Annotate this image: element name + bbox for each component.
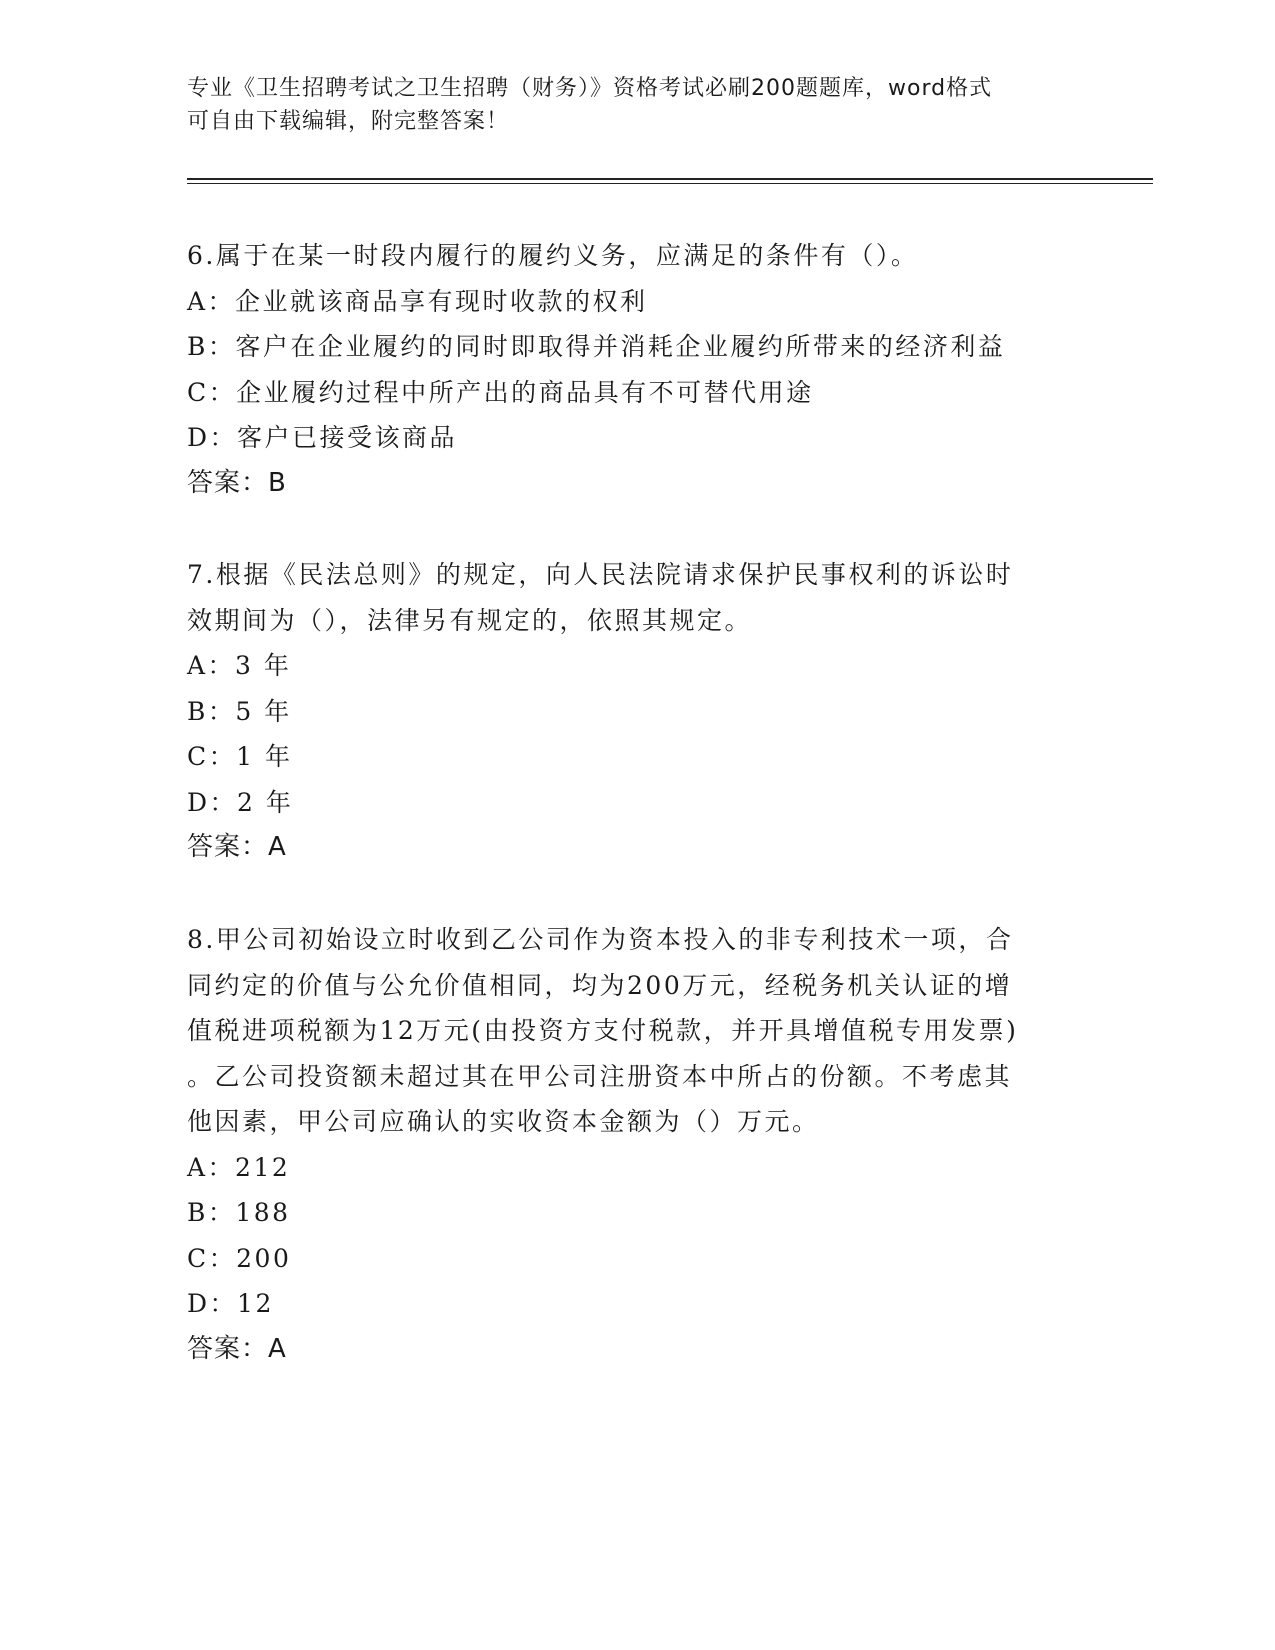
option-b: B：188 bbox=[187, 1198, 291, 1227]
question-stem-line: 他因素，甲公司应确认的实收资本金额为（）万元。 bbox=[187, 1107, 820, 1136]
question-7 bbox=[187, 552, 1087, 871]
question-8 bbox=[187, 917, 1087, 1372]
question-6 bbox=[187, 233, 1087, 506]
header-line-1: 专业《卫生招聘考试之卫生招聘（财务）》资格考试必刷200题题库，word格式 bbox=[187, 76, 993, 101]
option-a: A：3 年 bbox=[187, 651, 292, 680]
answer: 答案：A bbox=[187, 1333, 287, 1364]
question-stem-line: 6.属于在某一时段内履行的履约义务，应满足的条件有（）。 bbox=[187, 241, 919, 270]
question-stem-line: 值税进项税额为12万元(由投资方支付税款，并开具增值税专用发票) bbox=[187, 1016, 1019, 1045]
header-line-2: 可自由下载编辑，附完整答案！ bbox=[187, 109, 510, 134]
option-a: A：212 bbox=[187, 1152, 291, 1182]
question-stem-line: 同约定的价值与公允价值相同，均为200万元，经税务机关认证的增 bbox=[187, 970, 1013, 1000]
option-d: D：2 年 bbox=[187, 787, 294, 817]
document-header bbox=[187, 72, 1067, 138]
question-stem-line: 7.根据《民法总则》的规定，向人民法院请求保护民事权利的诉讼时 bbox=[187, 560, 1014, 589]
header-rule-thin bbox=[187, 183, 1153, 184]
question-stem-line: 8.甲公司初始设立时收到乙公司作为资本投入的非专利技术一项，合 bbox=[187, 925, 1014, 954]
option-b: B：客户在企业履约的同时即取得并消耗企业履约所带来的经济利益 bbox=[187, 332, 1006, 361]
option-a: A：企业就该商品享有现时收款的权利 bbox=[187, 286, 648, 316]
answer: 答案：B bbox=[187, 467, 287, 498]
question-stem-line: 效期间为（），法律另有规定的，依照其规定。 bbox=[187, 605, 753, 635]
option-c: C：企业履约过程中所产出的商品具有不可替代用途 bbox=[187, 377, 814, 407]
option-c: C：200 bbox=[187, 1243, 292, 1273]
option-d: D：客户已接受该商品 bbox=[187, 423, 458, 452]
option-c: C：1 年 bbox=[187, 742, 293, 771]
question-stem-line: 。乙公司投资额未超过其在甲公司注册资本中所占的份额。不考虑其 bbox=[187, 1061, 1013, 1091]
option-d: D：12 bbox=[187, 1289, 274, 1318]
answer: 答案：A bbox=[187, 832, 287, 862]
option-b: B：5 年 bbox=[187, 696, 292, 726]
header-rule-thick bbox=[187, 178, 1153, 180]
